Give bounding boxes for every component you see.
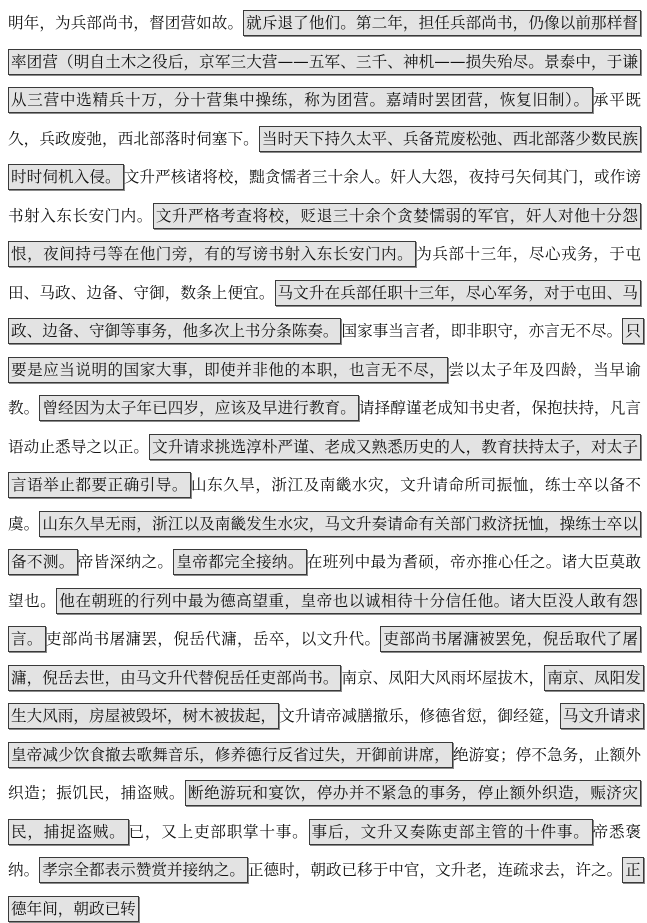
text-segment: 山东久旱，浙江及南畿水灾，文升请命所司振恤，练士卒以备不虞。 <box>8 476 641 533</box>
text-segment: 请择醇谨老成知书史者，保抱扶持，凡言语动止悉导之以正。 <box>8 399 641 456</box>
highlighted-translation: 马文升请求皇帝减少饮食撤去歌舞音乐，修养德行反省过失，开御前讲席， <box>8 703 644 768</box>
text-segment: 在班列中最为耆硕，帝亦推心任之。诸大臣莫敢望也。 <box>8 553 641 610</box>
highlighted-translation: 南京、凤阳发生大风雨，房屋被毁坏，树木被拔起， <box>8 665 644 730</box>
highlighted-translation: 马文升在兵部任职十三年，尽心军务，对于屯田、马政、边备、守御等事务，他多次上书分条陈奏。 <box>8 280 641 345</box>
highlighted-translation: 山东久旱无雨，浙江以及南畿发生水灾，马文升奏请命有关部门救济抚恤，操练士卒以备不测。 <box>8 511 641 576</box>
text-segment: 绝游宴；停不急务，止额外织造；振饥民，捕盗贼。 <box>8 745 641 802</box>
highlighted-translation: 吏部尚书屠滽被罢免，倪岳取代了屠滽，倪岳去世，由马文升代替倪岳任吏部尚书。 <box>8 626 641 691</box>
text-segment: 帝悉褒纳。 <box>8 822 641 879</box>
text-segment: 南京、凤阳大风雨坏屋拔木， <box>341 668 545 687</box>
highlighted-translation: 他在朝班的行列中最为德高望重，皇帝也以诚相待十分信任他。诸大臣没人敢有怨言。 <box>8 588 641 653</box>
text-segment: 已，又上吏部职掌十事。 <box>128 822 309 841</box>
text-segment: 帝皆深纳之。 <box>77 553 174 571</box>
highlighted-translation: 当时天下持久太平、兵备荒废松弛、西北部落少数民族时时伺机入侵。 <box>8 126 641 191</box>
text-segment: 正德时，朝政已移于中官，文升老，连疏求去，许之。 <box>247 861 623 879</box>
highlighted-translation: 孝宗全都表示赞赏并接纳之。 <box>39 857 248 883</box>
highlighted-translation: 事后，文升又奏陈吏部主管的十件事。 <box>309 819 593 845</box>
highlighted-translation: 曾经因为太子年已四岁，应该及早进行教育。 <box>39 395 359 421</box>
highlighted-translation: 只要是应当说明的国家大事，即使并非他的本职，也言无不尽， <box>8 318 644 383</box>
highlighted-translation: 断绝游玩和宴饮，停办并不紧急的事务，停止额外织造，赈济灾民，捕捉盗贼。 <box>8 780 641 845</box>
highlighted-translation: 文升严格考查将校，贬退三十余个贪婪懦弱的军官，奸人对他十分怨恨，夜间持弓等在他门旁，有的写谤书射入东长安门内。 <box>8 203 641 268</box>
text-segment: 承平既久，兵政废弛，西北部落时伺塞下。 <box>8 91 641 148</box>
text-segment: 文升请帝减膳撤乐，修德省愆，御经筵， <box>279 707 560 725</box>
highlighted-translation: 就斥退了他们。第二年，担任兵部尚书，仍像以前那样督率团营（明自土木之役后，京军三大营——五军、三千、神机——损失殆尽。景泰中，于谦从三营中选精兵十万，分十营集中操练，称为团营。嘉靖时罢团营，恢复旧制）。 <box>8 10 641 113</box>
text-segment: 文升严核诸将校，黜贪懦者三十余人。奸人大怨，夜持弓矢伺其门，或作谤书射入东长安门内。 <box>8 168 641 225</box>
text-segment: 国家事当言者，即非职守，亦言无不尽。 <box>341 322 623 340</box>
text-segment: 为兵部十三年，尽心戎务，于屯田、马政、边备、守御，数条上便宜。 <box>8 245 641 302</box>
highlighted-translation: 皇帝都完全接纳。 <box>173 549 306 575</box>
highlighted-translation: 正德年间，朝政已转 <box>8 857 644 922</box>
text-segment: 明年，为兵部尚书，督团营如故。 <box>8 14 244 32</box>
text-segment: 尝以太子年及四龄，当早谕教。 <box>8 360 641 417</box>
text-segment: 吏部尚书屠滽罢，倪岳代滽，岳卒，以文升代。 <box>45 630 381 648</box>
highlighted-translation: 文升请求挑选淳朴严谨、老成又熟悉历史的人，教育扶持太子，对太子言语举止都要正确引导。 <box>8 434 641 499</box>
